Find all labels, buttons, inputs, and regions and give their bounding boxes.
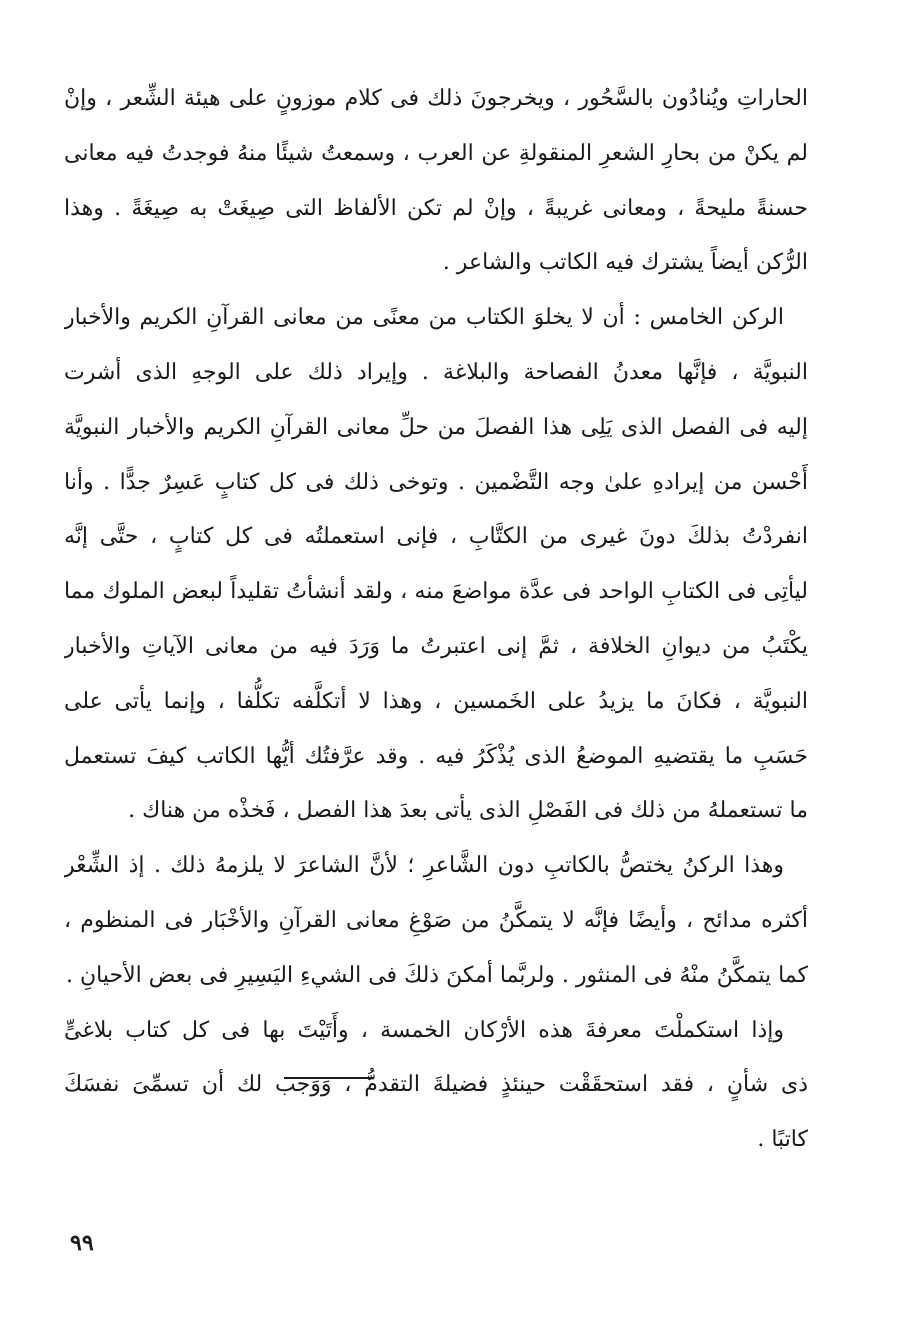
text-line: لم يكنْ من بحارِ الشعرِ المنقولةِ عن العرب ، وسمعتُ شيئًا منهُ فوجدتُ فيه معانى xyxy=(64,140,808,166)
body-text xyxy=(64,72,808,1168)
text-line: النبويَّة ، فكانَ ما يزيدُ على الخَمسين ، وهذا لا أتكلَّفه تكلُّفا ، وإنما يأتى على xyxy=(64,688,808,714)
text-line: أَحْسن من إيرادهِ علىٰ وجه التَّضْمين . وتوخى ذلك فى كل كتابٍ عَسِرٌ جدًّا . وأنا xyxy=(64,469,808,495)
text-line: الركن الخامس : أن لا يخلوَ الكتاب من معنًى من معانى القرآنِ الكريم والأخبار xyxy=(64,305,784,331)
text-line: أكثره مدائح ، وأيضًا فإنَّه لا يتمكَّنُ من صَوْغِ معانى القرآنِ والأخْبَار فى المنظوم ، xyxy=(64,907,808,933)
text-line: النبويَّة ، فإنَّها معدنُ الفصاحة والبلاغة . وإيراد ذلك على الوجهِ الذى أشرت xyxy=(64,359,808,385)
text-line: ذى شأنٍ ، فقد استحقَقْت حينئذٍ فضيلةَ التقدمُّ ، وَوَجب لك أن تسمِّىَ نفسَكَ xyxy=(64,1072,808,1098)
text-line: وإذا استكملْتَ معرفةَ هذه الأرْكان الخمسة ، وأَتَيْتَ بها فى كل كتاب بلاغىٍّ xyxy=(64,1017,784,1043)
text-line: كاتبًا . xyxy=(757,1127,808,1153)
text-line: الحاراتِ ويُنادُون بالسَّحُور ، ويخرجونَ ذلك فى كلام موزونٍ على هيئة الشِّعر ، وإنْ xyxy=(64,86,808,111)
text-line: ما تستعملهُ من ذلك فى الفَصْلِ الذى يأتى بعدَ هذا الفصل ، فَخذْه من هناك . xyxy=(128,798,808,824)
text-line: الرُّكن أيضاً يشترك فيه الكاتب والشاعر . xyxy=(442,250,808,276)
page-number: ٩٩ xyxy=(70,1230,94,1256)
text-line: وهذا الركنُ يختصُّ بالكاتبِ دون الشَّاعرِ ؛ لأنَّ الشاعرَ لا يلزمهُ ذلك . إذ الشِّعْر xyxy=(64,853,784,879)
text-line: انفردْتُ بذلكَ دونَ غيرى من الكتَّابِ ، فإنى استعملتُه فى كل كتابٍ ، حتَّى إنَّه xyxy=(64,524,808,550)
text-line: إليه فى الفصل الذى يَلِى هذا الفصلَ من حلِّ معانى القرآنِ الكريم والأخبار النبويَّة xyxy=(64,414,808,440)
text-line: كما يتمكَّنُ منْهُ فى المنثور . ولربَّما أمكنَ ذلكَ فى الشيءِ اليَسِيرِ فى بعض الأحيانِ . xyxy=(65,962,808,988)
text-line: ليأتِى فى الكتابِ الواحد فى عدَّة مواضعَ منه ، ولقد أنشأتُ تقليداً لبعض الملوك مما xyxy=(64,579,808,605)
text-line: يكْتَبُ من ديوانِ الخلافة ، ثمَّ إنى اعتبرتُ ما وَرَدَ فيه من معانى الآياتِ والأخبار xyxy=(64,633,808,659)
text-line: حَسَبِ ما يقتضيهِ الموضعُ الذى يُذْكَرُ فيه . وقد عرَّفتُك أيُّها الكاتب كيفَ تستعمل xyxy=(64,743,808,769)
section-divider xyxy=(284,1077,374,1079)
text-line: حسنةً مليحةً ، ومعانى غريبةً ، وإنْ لم تكن الألفاظ التى صِيغَتْ به صِيغَةً . وهذا xyxy=(64,195,808,221)
